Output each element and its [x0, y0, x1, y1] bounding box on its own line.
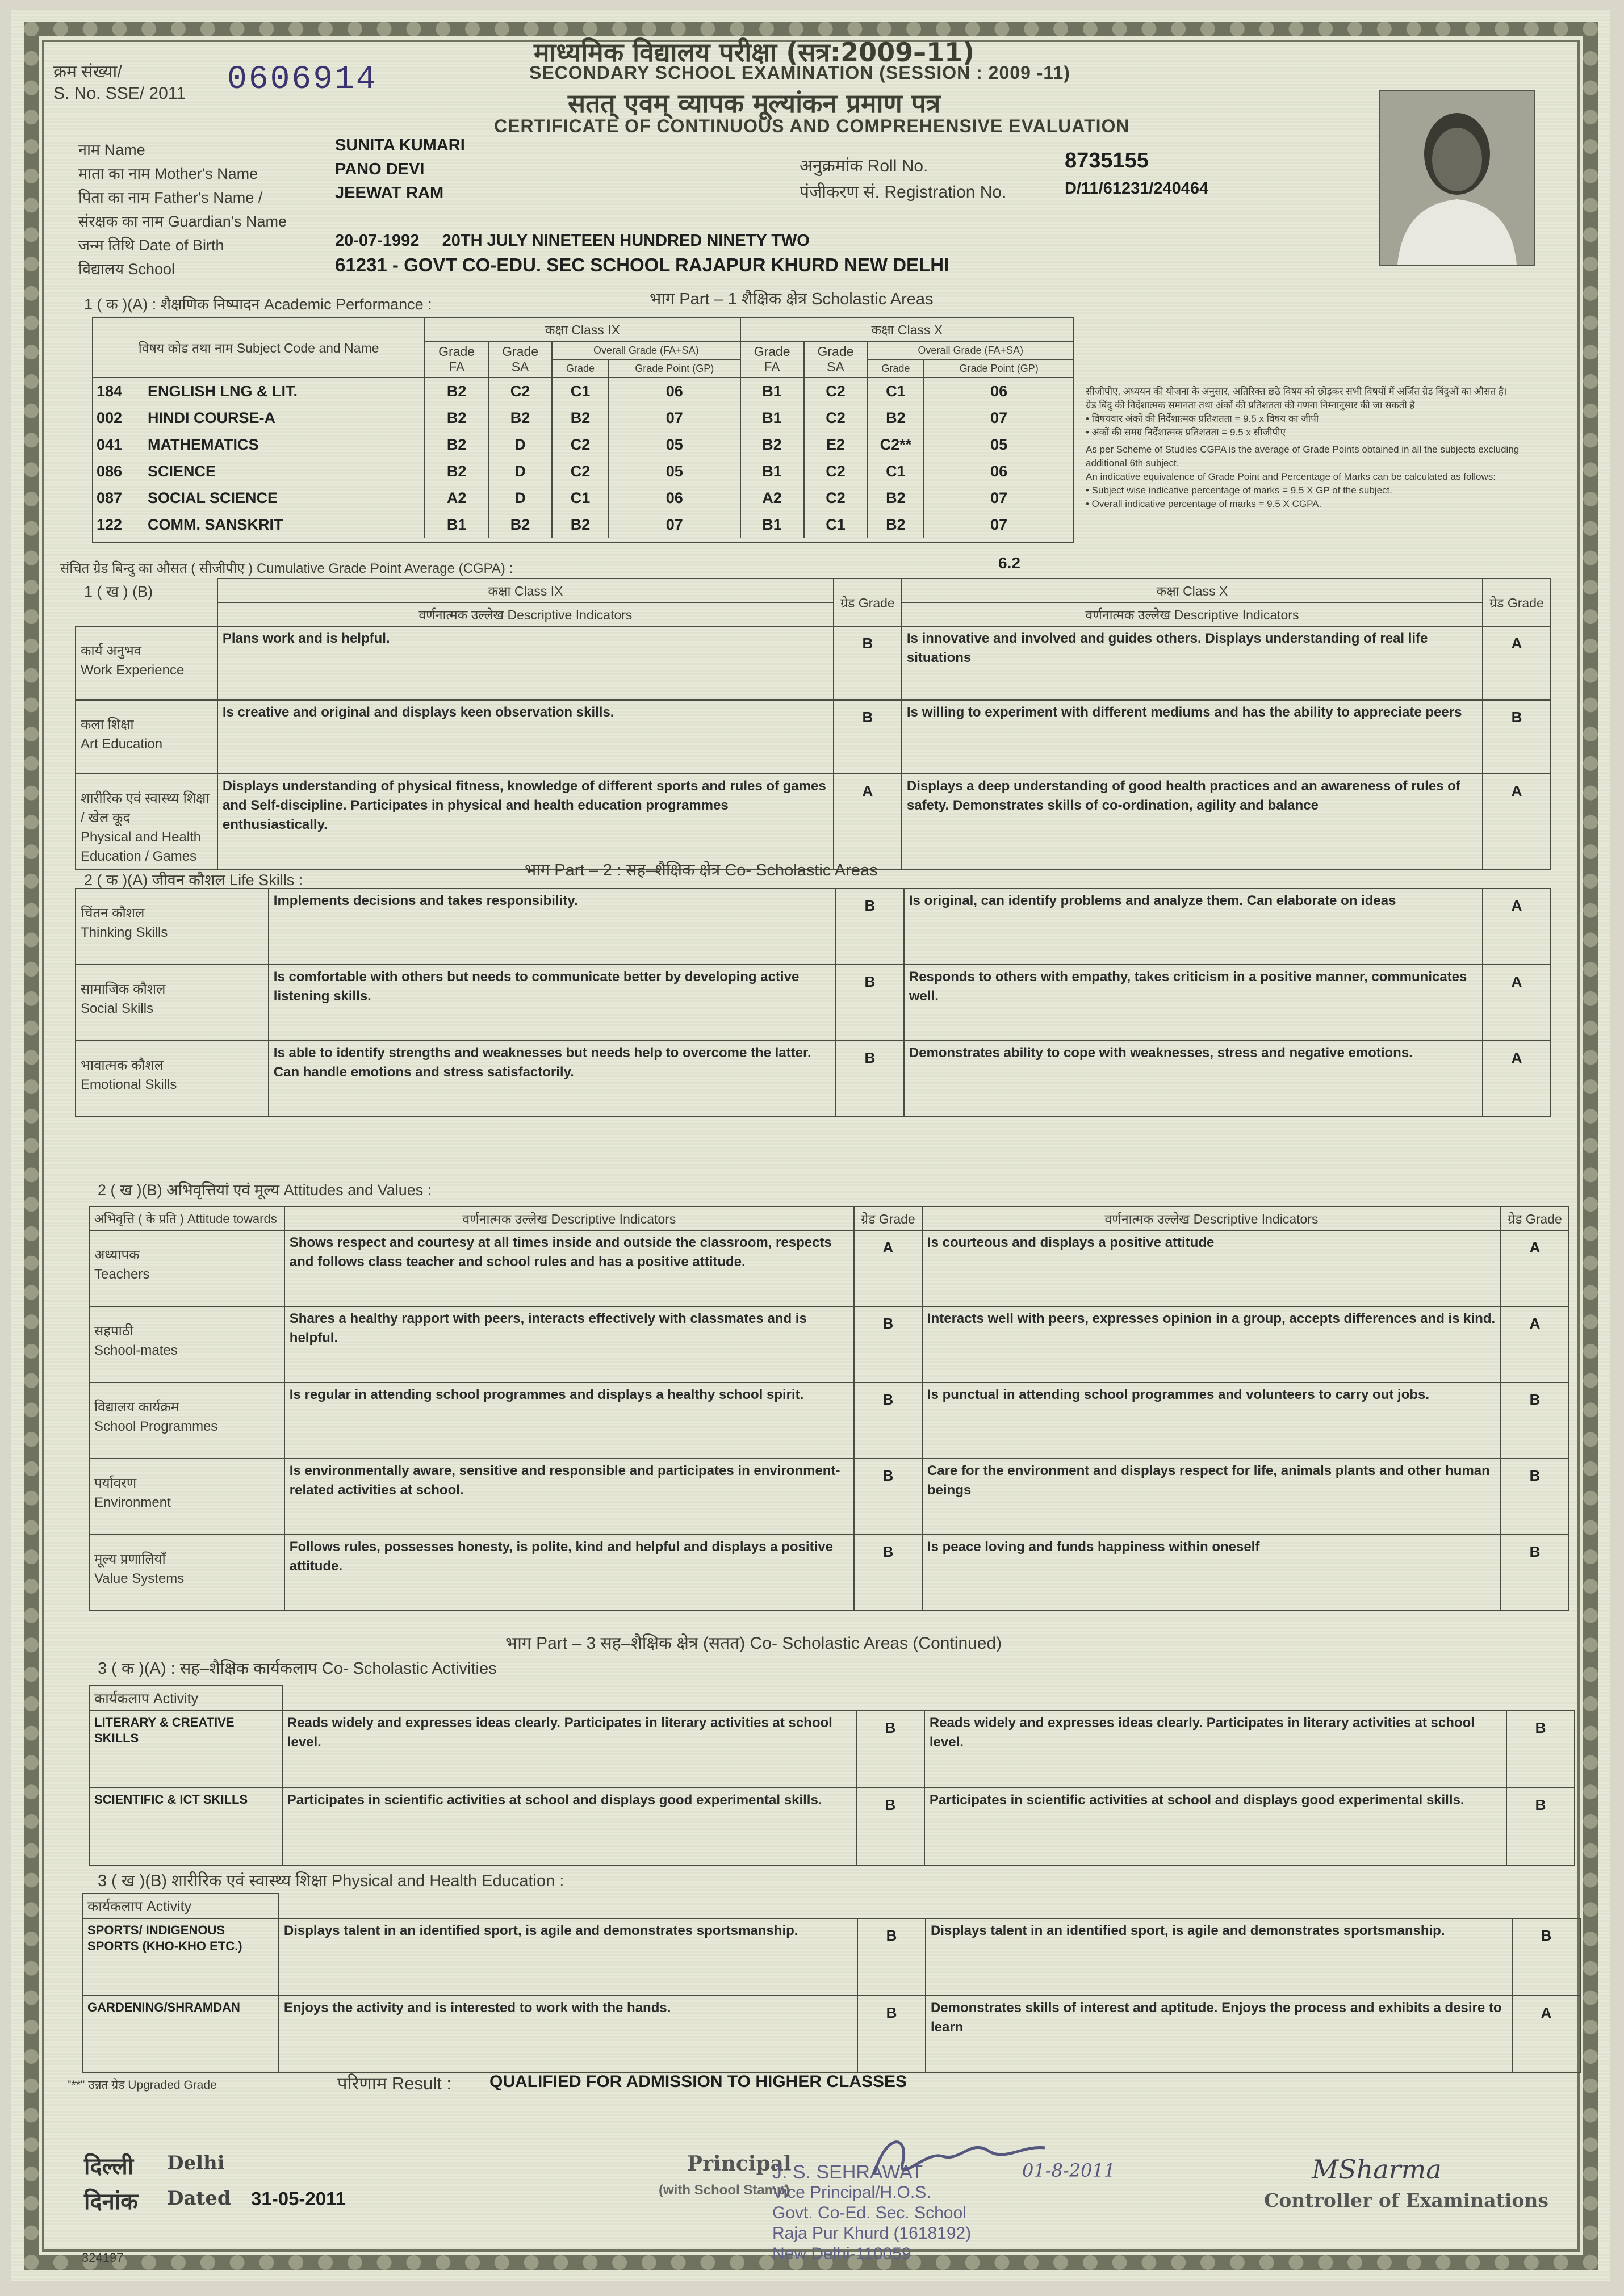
grade-cell-gp10: 05 — [924, 431, 1074, 458]
row-area: सामाजिक कौशल Social Skills — [76, 965, 269, 1041]
indicator-row — [76, 965, 1551, 1041]
activities-table — [89, 1685, 1575, 1866]
cgpa-label: संचित ग्रेड बिन्दु का औसत ( सीजीपीए ) Cumulative Grade Point Average (CGPA) : — [60, 561, 513, 576]
grade-cell-fa9: B2 — [425, 378, 488, 405]
mother-label: माता का नाम Mother's Name — [78, 165, 258, 182]
phe-table — [82, 1893, 1581, 2073]
row-grade: B — [857, 1996, 926, 2073]
indicator-row — [89, 1535, 1569, 1611]
stamp-line3: Govt. Co-Ed. Sec. School — [772, 2203, 966, 2222]
grade-cell-fa10: B1 — [740, 378, 804, 405]
indicator-row — [89, 1459, 1569, 1535]
subtitle-hindi: सतत् एवम् व्यापक मूल्यांकन प्रमाण पत्र — [568, 88, 941, 119]
note-hi-4: • अंकों की समग्र निर्देशात्मक प्रतिशतता = 9.5 x सीजीपीए — [1086, 427, 1286, 438]
signature-date: 01-8-2011 — [1022, 2160, 1116, 2181]
grade-cell-sa10: C2 — [804, 405, 868, 431]
note-en-1: As per Scheme of Studies CGPA is the average of Grade Points obtained in all the subjects excluding additional 6th subject. — [1086, 444, 1520, 468]
row-grade: A — [834, 774, 902, 869]
grade-cell-gp9: 07 — [609, 512, 740, 538]
note-en-4: • Overall indicative percentage of marks = 9.5 X CGPA. — [1086, 498, 1322, 509]
indicator-row — [89, 1788, 1575, 1865]
row-descriptor: Is environmentally aware, sensitive and responsible and participates in environment-related activities at school. — [284, 1459, 854, 1535]
row-grade: B — [1506, 1788, 1575, 1865]
row-area: शारीरिक एवं स्वास्थ्य शिक्षा / खेल कूद Physical and Health Education / Games — [76, 774, 217, 869]
principal-sub: (with School Stamp) — [659, 2182, 790, 2198]
mother-name: PANO DEVI — [335, 160, 425, 178]
grade-cell-g10: B2 — [867, 485, 924, 512]
stamp-name: J. S. SEHRAWAT — [772, 2161, 923, 2183]
indicator-row — [76, 700, 1551, 774]
row-grade: B — [836, 889, 904, 965]
grade-cell-g10: C2** — [867, 431, 924, 458]
subject-row — [93, 378, 1074, 405]
row-grade: B — [854, 1459, 922, 1535]
grade-cell-sa10: E2 — [804, 431, 868, 458]
grade-cell-fa10: B1 — [740, 405, 804, 431]
indicator-row — [89, 1306, 1569, 1382]
part3-label: भाग Part – 3 सह–शैक्षिक क्षेत्र (सतत) Co- Scholastic Areas (Continued) — [505, 1634, 1002, 1653]
row-grade: B — [1506, 1711, 1575, 1788]
subject-code: 087 — [97, 489, 123, 506]
col-overall10: Overall Grade (FA+SA) — [867, 341, 1074, 359]
attitudes-table — [89, 1206, 1569, 1611]
part1b-table — [75, 578, 1551, 870]
row-descriptor: Is punctual in attending school programmes and volunteers to carry out jobs. — [922, 1382, 1501, 1459]
b-desc10: वर्णनात्मक उल्लेख Descriptive Indicators — [902, 602, 1483, 626]
row-descriptor: Participates in scientific activities at school and displays good experimental skills. — [282, 1788, 856, 1865]
row-area: चिंतन कौशल Thinking Skills — [76, 889, 269, 965]
cgpa-notes — [1086, 385, 1548, 511]
col-gp10: Grade Point (GP) — [924, 359, 1074, 378]
row-descriptor: Reads widely and expresses ideas clearly. Participates in literary activities at school level. — [924, 1711, 1506, 1788]
serial-number: 0606914 — [227, 61, 378, 98]
row-grade: A — [1483, 1041, 1551, 1117]
dated-en: Dated — [167, 2187, 231, 2210]
grade-cell-g10: B2 — [867, 405, 924, 431]
col-fa9: Grade FA — [425, 341, 488, 378]
school-label: विद्यालय School — [78, 261, 175, 278]
note-hi-2: ग्रेड बिंदु की निर्देशात्मक समानता तथा अंकों की प्रतिशतता की गणना निम्नानुसार की जा सकती है — [1086, 400, 1415, 410]
row-grade: B — [856, 1711, 924, 1788]
grade-cell-fa10: B1 — [740, 512, 804, 538]
row-descriptor: Reads widely and expresses ideas clearly. Participates in literary activities at school level. — [282, 1711, 856, 1788]
row-grade: B — [1501, 1459, 1569, 1535]
date-value: 31-05-2011 — [251, 2188, 346, 2209]
subject-title: MATHEMATICS — [148, 436, 259, 453]
grade-cell-g10: B2 — [867, 512, 924, 538]
att-grade9-header: ग्रेड Grade — [854, 1206, 922, 1230]
subject-code: 184 — [97, 383, 123, 400]
note-en-3: • Subject wise indicative percentage of marks = 9.5 X GP of the subject. — [1086, 485, 1393, 496]
subject-name — [93, 431, 425, 458]
row-descriptor: Demonstrates skills of interest and aptitude. Enjoys the process and exhibits a desire to learn — [926, 1996, 1512, 2073]
grade-cell-sa9: D — [488, 485, 552, 512]
subject-title: COMM. SANSKRIT — [148, 516, 283, 533]
grade-cell-g9: C2 — [552, 458, 609, 485]
stamp-line5: New Delhi-110059 — [772, 2244, 911, 2263]
grade-cell-gp10: 07 — [924, 512, 1074, 538]
grade-cell-g9: B2 — [552, 405, 609, 431]
col-class9-header: कक्षा Class IX — [425, 317, 740, 341]
row-descriptor: Enjoys the activity and is interested to work with the hands. — [279, 1996, 857, 2073]
indicator-row — [76, 774, 1551, 869]
col-grade9: Grade — [552, 359, 609, 378]
dob-label: जन्म तिथि Date of Birth — [78, 237, 224, 254]
life-skills-label: 2 ( क )(A) जीवन कौशल Life Skills : — [84, 872, 303, 889]
b-grade9-header: ग्रेड Grade — [834, 579, 902, 626]
phe-col-header: कार्यकलाप Activity — [82, 1893, 279, 1918]
att-grade10-header: ग्रेड Grade — [1501, 1206, 1569, 1230]
row-grade: A — [1483, 965, 1551, 1041]
grade-cell-gp10: 06 — [924, 458, 1074, 485]
subtitle-english: CERTIFICATE OF CONTINUOUS AND COMPREHENSIVE EVALUATION — [494, 116, 1130, 136]
row-descriptor: Displays a deep understanding of good health practices and an awareness of rules of safety. Demonstrates skills of co-ordination, agility and balance — [902, 774, 1483, 869]
att-desc10-header: वर्णनात्मक उल्लेख Descriptive Indicators — [922, 1206, 1501, 1230]
row-grade: B — [854, 1306, 922, 1382]
subject-title: HINDI COURSE-A — [148, 409, 276, 426]
subject-name — [93, 512, 425, 538]
b-desc9: वर्णनात्मक उल्लेख Descriptive Indicators — [217, 602, 834, 626]
row-descriptor: Is comfortable with others but needs to communicate better by developing active listening skills. — [269, 965, 836, 1041]
row-grade: B — [834, 700, 902, 774]
row-grade: A — [1501, 1230, 1569, 1306]
row-descriptor: Is able to identify strengths and weaknesses but needs help to overcome the latter. Can handle emotions and stress satisfactorily. — [269, 1041, 836, 1117]
registration-label: पंजीकरण सं. Registration No. — [800, 183, 1007, 202]
upgraded-note: "**" उन्नत ग्रेड Upgraded Grade — [67, 2079, 217, 2092]
indicator-row — [76, 1041, 1551, 1117]
grade-cell-fa9: B2 — [425, 405, 488, 431]
grade-cell-fa9: A2 — [425, 485, 488, 512]
phe-label: 3 ( ख )(B) शारीरिक एवं स्वास्थ्य शिक्षा Physical and Health Education : — [98, 1872, 564, 1890]
row-grade: B — [834, 626, 902, 700]
grade-cell-sa10: C1 — [804, 512, 868, 538]
grade-cell-sa9: D — [488, 431, 552, 458]
row-grade: B — [1483, 700, 1551, 774]
indicator-row — [82, 1996, 1580, 2073]
title-english: SECONDARY SCHOOL EXAMINATION (SESSION : 2009 -11) — [529, 62, 1070, 83]
indicator-row — [89, 1230, 1569, 1306]
subject-code: 002 — [97, 409, 123, 426]
row-grade: B — [854, 1535, 922, 1611]
stamp-line2: Vice Principal/H.O.S. — [772, 2183, 931, 2202]
row-area: विद्यालय कार्यक्रम School Programmes — [89, 1382, 284, 1459]
grade-cell-fa9: B2 — [425, 458, 488, 485]
row-grade: B — [836, 1041, 904, 1117]
grade-cell-sa9: D — [488, 458, 552, 485]
indicator-row — [76, 889, 1551, 965]
grade-cell-gp10: 07 — [924, 405, 1074, 431]
stamp-line4: Raja Pur Khurd (1618192) — [772, 2224, 972, 2243]
row-descriptor: Is creative and original and displays keen observation skills. — [217, 700, 834, 774]
row-descriptor: Participates in scientific activities at school and displays good experimental skills. — [924, 1788, 1506, 1865]
grade-cell-g10: C1 — [867, 458, 924, 485]
grade-cell-sa10: C2 — [804, 378, 868, 405]
father-name: JEEWAT RAM — [335, 184, 444, 202]
grade-cell-g9: C1 — [552, 485, 609, 512]
row-grade: B — [1501, 1382, 1569, 1459]
roll-label: अनुक्रमांक Roll No. — [800, 157, 928, 175]
row-descriptor: Is regular in attending school programmes and displays a healthy school spirit. — [284, 1382, 854, 1459]
subject-row — [93, 431, 1074, 458]
dated-hi: दिनांक — [84, 2189, 138, 2214]
student-name: SUNITA KUMARI — [335, 136, 465, 154]
row-grade: B — [836, 965, 904, 1041]
row-area: LITERARY & CREATIVE SKILLS — [89, 1711, 282, 1788]
place-hi: दिल्ली — [84, 2154, 134, 2179]
grade-cell-fa10: A2 — [740, 485, 804, 512]
row-grade: A — [854, 1230, 922, 1306]
roll-number: 8735155 — [1065, 149, 1149, 173]
row-grade: B — [857, 1918, 926, 1996]
subject-row — [93, 485, 1074, 512]
subject-row — [93, 405, 1074, 431]
col-grade10: Grade — [867, 359, 924, 378]
grade-cell-gp9: 06 — [609, 378, 740, 405]
certificate-sheet — [11, 10, 1610, 2281]
row-grade: A — [1483, 774, 1551, 869]
row-grade: A — [1483, 889, 1551, 965]
row-area: कला शिक्षा Art Education — [76, 700, 217, 774]
part1b-label: 1 ( ख ) (B) — [84, 583, 153, 600]
subject-title: SCIENCE — [148, 463, 216, 480]
row-area: GARDENING/SHRAMDAN — [82, 1996, 279, 2073]
grade-cell-g9: C2 — [552, 431, 609, 458]
col-gp9: Grade Point (GP) — [609, 359, 740, 378]
grade-cell-g10: C1 — [867, 378, 924, 405]
serial-label-hi: क्रम संख्या/ — [53, 62, 122, 81]
row-area: SPORTS/ INDIGENOUS SPORTS (KHO-KHO ETC.) — [82, 1918, 279, 1996]
row-area: कार्य अनुभव Work Experience — [76, 626, 217, 700]
father-label: पिता का नाम Father's Name / — [78, 189, 263, 206]
result-label: परिणाम Result : — [337, 2073, 452, 2093]
cgpa-value: 6.2 — [998, 554, 1020, 572]
grade-cell-gp9: 07 — [609, 405, 740, 431]
grade-cell-g9: B2 — [552, 512, 609, 538]
grade-cell-gp9: 05 — [609, 458, 740, 485]
grade-cell-sa9: B2 — [488, 405, 552, 431]
subject-code: 086 — [97, 463, 123, 480]
row-descriptor: Displays talent in an identified sport, is agile and demonstrates sportsmanship. — [279, 1918, 857, 1996]
indicator-row — [76, 626, 1551, 700]
serial-label-en: S. No. SSE/ 2011 — [53, 84, 186, 103]
grade-cell-sa9: B2 — [488, 512, 552, 538]
subject-name — [93, 405, 425, 431]
subject-name — [93, 458, 425, 485]
row-descriptor: Is innovative and involved and guides others. Displays understanding of real life situations — [902, 626, 1483, 700]
row-grade: B — [1512, 1918, 1580, 1996]
controller-signature: MSharma — [1312, 2154, 1442, 2185]
name-label: नाम Name — [78, 141, 145, 158]
print-number: 324197 — [82, 2251, 124, 2265]
row-descriptor: Interacts well with peers, expresses opinion in a group, accepts differences and is kind. — [922, 1306, 1501, 1382]
row-descriptor: Displays understanding of physical fitness, knowledge of different sports and rules of games and Self-discipline. Participates in physical and health education programmes enthusiastically. — [217, 774, 834, 869]
subject-code: 041 — [97, 436, 123, 453]
subject-title: SOCIAL SCIENCE — [148, 489, 278, 506]
att-area-header: अभिवृत्ति ( के प्रति ) Attitude towards — [89, 1206, 284, 1230]
row-descriptor: Is peace loving and funds happiness within oneself — [922, 1535, 1501, 1611]
row-area: सहपाठी School-mates — [89, 1306, 284, 1382]
col-overall9: Overall Grade (FA+SA) — [552, 341, 740, 359]
row-grade: A — [1483, 626, 1551, 700]
note-hi-3: • विषयवार अंकों की निर्देशात्मक प्रतिशतता = 9.5 x विषय का जीपी — [1086, 413, 1319, 424]
row-grade: A — [1512, 1996, 1580, 2073]
subject-row — [93, 512, 1074, 538]
subject-name — [93, 485, 425, 512]
row-descriptor: Is original, can identify problems and analyze them. Can elaborate on ideas — [904, 889, 1483, 965]
row-descriptor: Demonstrates ability to cope with weaknesses, stress and negative emotions. — [904, 1041, 1483, 1117]
row-area: भावात्मक कौशल Emotional Skills — [76, 1041, 269, 1117]
school-value: 61231 - GOVT CO-EDU. SEC SCHOOL RAJAPUR KHURD NEW DELHI — [335, 254, 949, 275]
part2-label: भाग Part – 2 : सह–शैक्षिक क्षेत्र Co- Scholastic Areas — [525, 861, 878, 879]
row-descriptor: Care for the environment and displays respect for life, animals plants and other human beings — [922, 1459, 1501, 1535]
attitudes-label: 2 ( ख )(B) अभिवृत्तियां एवं मूल्य Attitudes and Values : — [98, 1181, 432, 1199]
row-area: SCIENTIFIC & ICT SKILLS — [89, 1788, 282, 1865]
indicator-row — [82, 1918, 1580, 1996]
grade-cell-sa10: C2 — [804, 458, 868, 485]
activities-label: 3 ( क )(A) : सह–शैक्षिक कार्यकलाप Co- Scholastic Activities — [98, 1660, 497, 1678]
scholastic-table — [92, 317, 1074, 543]
grade-cell-fa9: B1 — [425, 512, 488, 538]
col-class10-header: कक्षा Class X — [740, 317, 1074, 341]
academic-performance-label: 1 ( क )(A) : शैक्षणिक निष्पादन Academic Performance : — [84, 296, 432, 313]
registration-number: D/11/61231/240464 — [1065, 179, 1209, 198]
row-area: मूल्य प्रणालियाँ Value Systems — [89, 1535, 284, 1611]
subject-name — [93, 378, 425, 405]
principal-label: Principal — [687, 2152, 792, 2176]
row-descriptor: Is willing to experiment with different mediums and has the ability to appreciate peers — [902, 700, 1483, 774]
controller-label: Controller of Examinations — [1264, 2189, 1548, 2211]
grade-cell-fa10: B1 — [740, 458, 804, 485]
b-class10: कक्षा Class X — [902, 579, 1483, 602]
row-descriptor: Displays talent in an identified sport, is agile and demonstrates sportsmanship. — [926, 1918, 1512, 1996]
col-sa10: Grade SA — [804, 341, 868, 378]
row-descriptor: Shows respect and courtesy at all times inside and outside the classroom, respects and follows class teacher and school rules and has a positive attitude. — [284, 1230, 854, 1306]
row-descriptor: Plans work and is helpful. — [217, 626, 834, 700]
grade-cell-sa9: C2 — [488, 378, 552, 405]
b-class9: कक्षा Class IX — [217, 579, 834, 602]
guardian-label: संरक्षक का नाम Guardian's Name — [78, 213, 287, 230]
indicator-row — [89, 1382, 1569, 1459]
row-descriptor: Is courteous and displays a positive attitude — [922, 1230, 1501, 1306]
result-value: QUALIFIED FOR ADMISSION TO HIGHER CLASSES — [489, 2072, 907, 2091]
row-area: पर्यावरण Environment — [89, 1459, 284, 1535]
dob-value: 20-07-1992 20TH JULY NINETEEN HUNDRED NINETY TWO — [335, 232, 810, 250]
subject-row — [93, 458, 1074, 485]
life-skills-table — [75, 888, 1551, 1117]
subject-title: ENGLISH LNG & LIT. — [148, 383, 298, 400]
part1-label: भाग Part – 1 शैक्षिक क्षेत्र Scholastic Areas — [650, 290, 934, 308]
act-col-header: कार्यकलाप Activity — [89, 1686, 282, 1711]
b-grade10-header: ग्रेड Grade — [1483, 579, 1551, 626]
row-grade: A — [1501, 1306, 1569, 1382]
place-en: Delhi — [167, 2152, 225, 2175]
note-hi-1: सीजीपीए, अध्ययन की योजना के अनुसार, अतिरिक्त छठे विषय को छोड़कर सभी विषयों में अर्जित ग्रेड बिंदुओं का औसत है। — [1086, 386, 1508, 397]
row-grade: B — [854, 1382, 922, 1459]
indicator-row — [89, 1711, 1575, 1788]
col-sa9: Grade SA — [488, 341, 552, 378]
col-subject-header: विषय कोड तथा नाम Subject Code and Name — [93, 317, 425, 378]
row-descriptor: Shares a healthy rapport with peers, interacts effectively with classmates and is helpful. — [284, 1306, 854, 1382]
student-photo — [1379, 90, 1535, 266]
row-grade: B — [1501, 1535, 1569, 1611]
note-en-2: An indicative equivalence of Grade Point and Percentage of Marks can be calculated as follows: — [1086, 471, 1496, 482]
row-descriptor: Responds to others with empathy, takes criticism in a positive manner, communicates well. — [904, 965, 1483, 1041]
row-area: अध्यापक Teachers — [89, 1230, 284, 1306]
grade-cell-gp10: 06 — [924, 378, 1074, 405]
subject-code: 122 — [97, 516, 123, 533]
grade-cell-fa10: B2 — [740, 431, 804, 458]
grade-cell-gp9: 05 — [609, 431, 740, 458]
grade-cell-fa9: B2 — [425, 431, 488, 458]
grade-cell-gp9: 06 — [609, 485, 740, 512]
row-grade: B — [856, 1788, 924, 1865]
row-descriptor: Follows rules, possesses honesty, is polite, kind and helpful and displays a positive attitude. — [284, 1535, 854, 1611]
grade-cell-g9: C1 — [552, 378, 609, 405]
grade-cell-sa10: C2 — [804, 485, 868, 512]
col-fa10: Grade FA — [740, 341, 804, 378]
att-desc9-header: वर्णनात्मक उल्लेख Descriptive Indicators — [284, 1206, 854, 1230]
row-descriptor: Implements decisions and takes responsibility. — [269, 889, 836, 965]
grade-cell-gp10: 07 — [924, 485, 1074, 512]
title-hindi: माध्यमिक विद्यालय परीक्षा (सत्र:2009–11) — [534, 37, 975, 68]
